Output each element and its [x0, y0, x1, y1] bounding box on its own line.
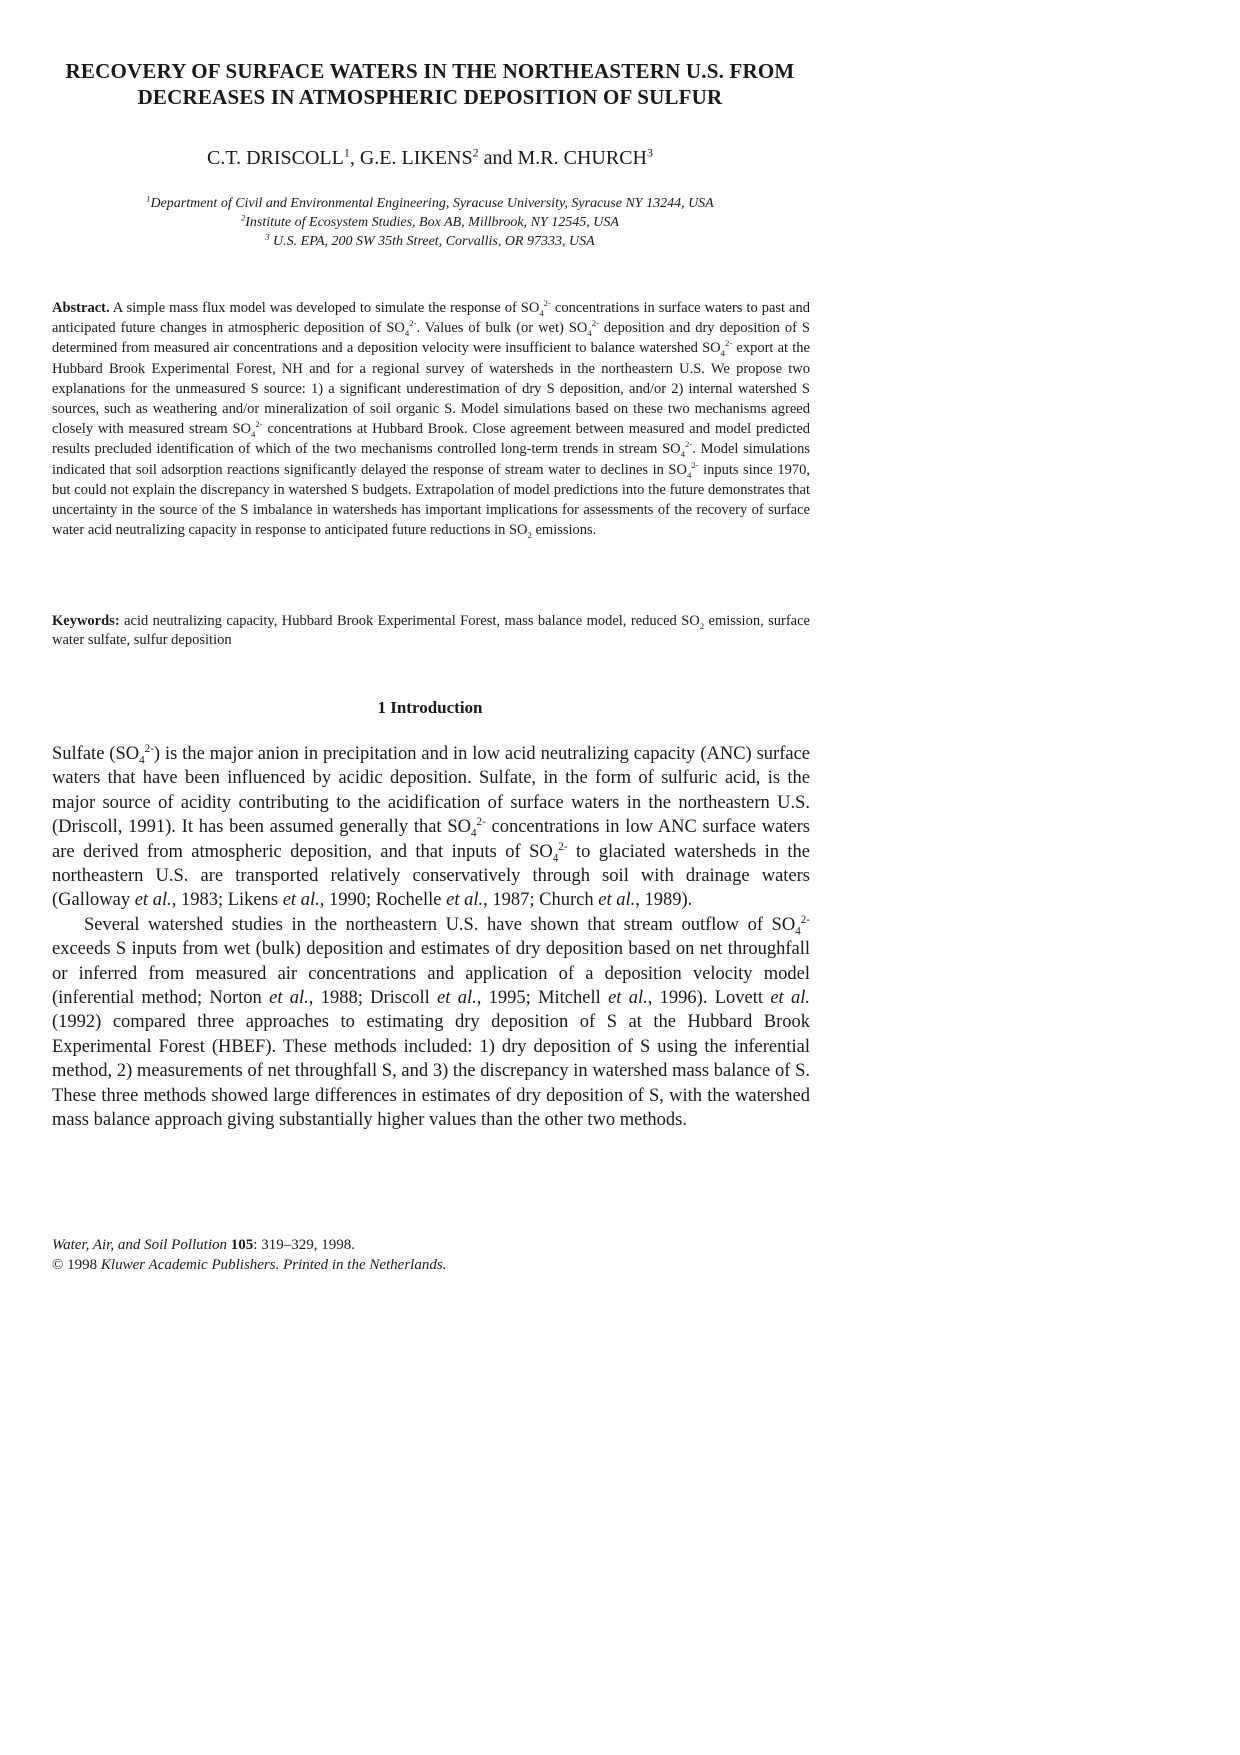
affiliations — [60, 194, 800, 251]
paragraph: Several watershed studies in the northeastern U.S. have shown that stream outflow of $SO_4^{2-}$ exceeds S inputs from wet (bulk) deposition and estimates of dry deposition based on net throughfall or inferred from measured air concentrations and application of a deposition velocity model (inferential method; Norton et al., 1988; Driscoll et al., 1995; Mitchell et al., 1996). Lovett et al. (1992) compared three approaches to estimating dry deposition of S at the Hubbard Brook Experimental Forest (HBEF). These methods included: 1) dry deposition of S using the inferential method, 2) measurements of net throughfall S, and 3) the discrepancy in watershed mass balance of S. These three methods showed large differences in estimates of dry deposition of S, with the watershed mass balance approach giving substantially higher values than the other two methods. — [52, 913, 810, 1131]
author-name: C.T. DRISCOLL — [207, 147, 344, 169]
paper-title — [60, 58, 800, 110]
author-affil-mark: 3 — [647, 145, 653, 160]
title-line-1: RECOVERY OF SURFACE WATERS IN THE NORTHEASTERN U.S. FROM — [65, 59, 795, 83]
affiliation-text: Department of Civil and Environmental Engineering, Syracuse University, Syracuse NY 13244, USA — [150, 196, 714, 211]
journal-citation — [52, 1235, 810, 1255]
paragraph: Sulfate $(SO_4^{2-})$ is the major anion in precipitation and in low acid neutralizing capacity (ANC) surface waters that have been influenced by acidic deposition. Sulfate, in the form of sulfuric acid, is the major source of acidity contributing to the acidification of surface waters in the northeastern U.S. (Driscoll, 1991). It has been assumed generally that $SO_4^{2-}$ concentrations in low ANC surface waters are derived from atmospheric deposition, and that inputs of $SO_4^{2-}$ to glaciated watersheds in the northeastern U.S. are transported relatively conservatively through soil with drainage waters (Galloway et al., 1983; Likens et al., 1990; Rochelle et al., 1987; Church et al., 1989). — [52, 742, 810, 911]
affiliation-line — [60, 194, 800, 213]
keywords-label: Keywords: — [52, 613, 120, 629]
affiliation-text: Institute of Ecosystem Studies, Box AB, Millbrook, NY 12545, USA — [245, 215, 619, 230]
keywords — [52, 612, 810, 649]
affiliation-line — [60, 213, 800, 232]
affiliation-mark: 1 — [146, 194, 151, 204]
citation-footer — [52, 1235, 810, 1275]
journal-name: Water, Air, and Soil Pollution — [52, 1237, 228, 1253]
affiliation-text: U.S. EPA, 200 SW 35th Street, Corvallis, OR 97333, USA — [269, 234, 595, 249]
author-name: G.E. LIKENS — [359, 147, 473, 169]
section-heading-introduction: 1 Introduction — [377, 698, 483, 717]
affiliation-line — [60, 232, 800, 251]
abstract-label: Abstract. — [52, 300, 110, 316]
journal-volume: 105 — [230, 1237, 254, 1253]
author-list — [60, 146, 800, 170]
author-separator: , — [349, 147, 360, 169]
author-name: M.R. CHURCH — [517, 147, 647, 169]
keywords-text: acid neutralizing capacity, Hubbard Brook Experimental Forest, mass balance model, reduced $SO_2$ emission, surface water sulfate, sulfur deposition — [52, 613, 810, 648]
author-affil-mark: 1 — [343, 145, 350, 160]
introduction-body — [52, 742, 810, 1133]
abstract — [52, 298, 810, 540]
abstract-text: A simple mass flux model was developed to simulate the response of $SO_4^{2-}$ concentrations in surface waters to past and anticipated future changes in atmospheric deposition of $SO_4^{2-}$. Values of bulk (or wet) $SO_4^{2-}$ deposition and dry deposition of S determined from measured air concentrations and a deposition velocity were insufficient to balance watershed $SO_4^{2-}$ export at the Hubbard Brook Experimental Forest, NH and for a regional survey of watersheds in the northeastern U.S. We propose two explanations for the unmeasured S source: 1) a significant underestimation of dry S deposition, and/or 2) internal watershed S sources, such as weathering and/or mineralization of soil organic S. Model simulations based on these two mechanisms agreed closely with measured stream $SO_4^{2-}$ concentrations at Hubbard Brook. Close agreement between measured and model predicted results precluded identification of which of the two mechanisms controlled long-term trends in stream $SO_4^{2-}$. Model simulations indicated that soil adsorption reactions significantly delayed the response of stream water to declines in $SO_4^{2-}$ inputs since 1970, but could not explain the discrepancy in watershed S budgets. Extrapolation of model predictions into the future demonstrates that uncertainty in the source of the S imbalance in watersheds has important implications for assessments of the recovery of surface water acid neutralizing capacity in response to anticipated future reductions in $SO_2$ emissions. — [52, 298, 811, 541]
copyright-line — [52, 1255, 810, 1275]
publisher: Kluwer Academic Publishers. Printed in the Netherlands. — [100, 1257, 447, 1273]
affiliation-mark: 3 — [265, 232, 270, 242]
journal-pages: : 319–329, 1998. — [253, 1237, 355, 1253]
author-and: and — [478, 147, 518, 169]
copyright-prefix: © 1998 — [52, 1257, 101, 1273]
author-affil-mark: 2 — [472, 145, 479, 160]
title-line-2: DECREASES IN ATMOSPHERIC DEPOSITION OF SULFUR — [137, 85, 723, 109]
affiliation-mark: 2 — [241, 213, 246, 223]
